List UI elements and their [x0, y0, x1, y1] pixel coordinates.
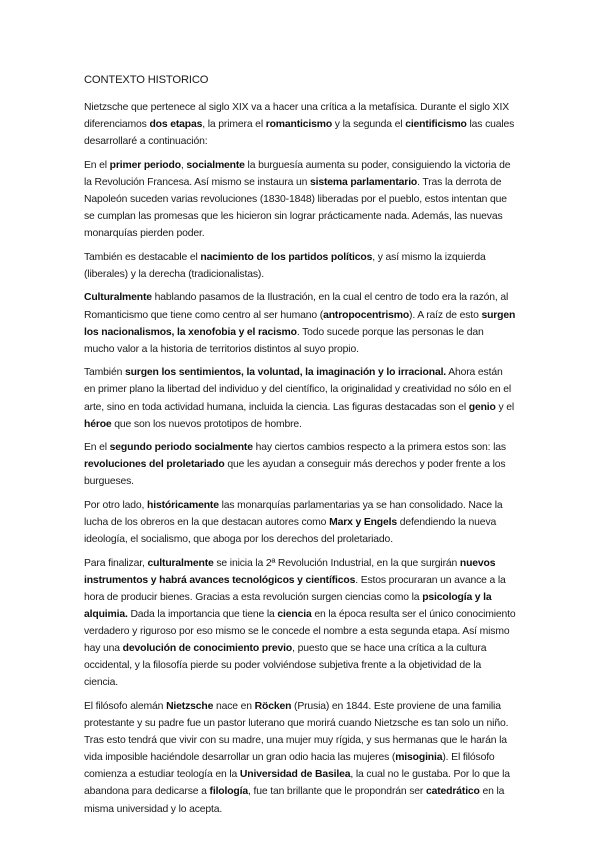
bold-text: psicología y la alquimia.: [84, 591, 492, 621]
text-run: las monarquías parlamentarias ya se han consolidado. Nace la lucha de los obreros en la que destacan autores como: [84, 499, 503, 529]
text-run: Dada la importancia que tiene la: [127, 609, 278, 621]
bold-text: nuevos instrumentos y habrá avances tecnológicos y científicos: [84, 557, 496, 586]
bold-text: Universidad de Basilea: [239, 769, 351, 781]
bold-text: sistema parlamentario: [309, 176, 418, 188]
bold-text: catedrático: [425, 786, 480, 798]
bold-text: históricamente: [147, 499, 219, 511]
bold-text: Culturalmente: [84, 292, 152, 304]
paragraph: [84, 157, 516, 242]
text-run: ). A raíz de esto: [409, 309, 482, 321]
bold-text: surgen los sentimientos, la voluntad, la imaginación y lo irracional.: [124, 367, 447, 379]
text-run: Para finalizar,: [84, 557, 148, 569]
text-run: se inicia la 2ª Revolución Industrial, en la que surgirán: [213, 557, 460, 569]
paragraph-list: [84, 99, 516, 818]
paragraph: [84, 555, 516, 692]
text-run: También: [84, 367, 125, 379]
text-run: nace en: [213, 701, 255, 712]
bold-text: socialmente: [186, 159, 245, 171]
bold-text: héroe: [84, 418, 112, 430]
text-run: , fue tan brillante que le propondrán ser: [248, 786, 426, 798]
text-run: ). El filósofo comienza a estudiar teología en la: [84, 752, 495, 781]
bold-text: devolución de conocimiento previo: [122, 643, 293, 655]
document-body: [84, 72, 516, 824]
bold-text: revoluciones del proletariado: [84, 459, 225, 471]
text-run: También es destacable el: [84, 251, 201, 263]
text-run: y la segunda el: [332, 119, 406, 131]
bold-text: misoginia: [395, 752, 443, 764]
text-run: (Prusia) en 1844. Este proviene de una familia protestante y su padre fue un pastor luterano que morirá cuando Nietzsche es tan solo un niño. Tras esto tendrá que vivir con su madre, una mujer muy rígida, y sus hermanas que le harán la vida imposible haciéndole desarrollar un gran odio hacia las mujeres (: [84, 701, 509, 764]
text-run: , puesto que se hace una crítica a la cultura occidental, y la filosofía pierde su poder volviéndose subjetiva frente a la objetividad de la ciencia.: [84, 643, 487, 689]
text-run: en la época resulta ser el único conocimiento verdadero y riguroso por eso mismo se le concede el nombre a esta segunda etapa. Así mismo hay una: [84, 609, 516, 655]
text-run: Ahora están en primer plano la libertad del individuo y del científico, la originalidad y creatividad no sólo en el arte, sino en toda actividad humana, incluida la ciencia. Las figuras destacadas son el: [84, 367, 511, 413]
bold-text: segundo periodo socialmente: [109, 442, 253, 454]
text-run: Nietzsche que pertenece al siglo XIX va a hacer una crítica a la metafísica. Durante el siglo XIX diferenciamos: [84, 102, 509, 131]
paragraph: [84, 289, 516, 357]
text-run: , la primera el: [202, 119, 266, 131]
text-run: y el: [495, 401, 515, 413]
bold-text: dos etapas: [149, 119, 203, 131]
text-run: que les ayudan a conseguir más derechos y poder frente a los burgueses.: [84, 459, 506, 488]
text-run: las cuales desarrollaré a continuación:: [84, 119, 515, 148]
text-run: la burguesía aumenta su poder, consiguiendo la victoria de la Revolución Francesa. Así mismo se instaura un: [84, 159, 511, 188]
bold-text: Nietzsche: [166, 701, 214, 712]
text-run: . Estos procuraran un avance a la hora de producir bienes. Gracias a esta revolución surgen ciencias como la: [84, 574, 506, 603]
text-run: . Todo sucede porque las personas le dan mucho valor a la historia de territorios distintos al suyo propio.: [84, 326, 484, 355]
bold-text: antropocentrismo: [323, 309, 410, 321]
bold-text: surgen los nacionalismos, la xenofobia y el racismo: [84, 309, 516, 338]
paragraph: [84, 497, 516, 548]
text-run: , y así mismo la izquierda (liberales) y la derecha (tradicionalistas).: [84, 251, 486, 280]
text-run: , la cual no le gustaba. Por lo que la abandona para dedicarse a: [84, 769, 510, 798]
bold-text: nacimiento de los partidos políticos: [200, 251, 373, 263]
text-run: Por otro lado,: [84, 499, 148, 511]
document-title: CONTEXTO HISTORICO: [84, 74, 209, 86]
text-run: hablando pasamos de la Ilustración, en la cual el centro de todo era la razón, al Romanticismo que tiene como centro al ser humano (: [84, 292, 509, 321]
bold-text: filología: [209, 786, 248, 798]
paragraph: [84, 364, 516, 432]
text-run: hay ciertos cambios respecto a la primera estos son: las: [252, 442, 506, 454]
bold-text: culturalmente: [147, 557, 214, 569]
paragraph: [84, 249, 516, 283]
paragraph: [84, 99, 516, 150]
text-run: . Tras la derrota de Napoleón suceden varias revoluciones (1830-1848) liberadas por el pueblo, estos intentan que se cumplan las promesas que les hicieron sin lograr prácticamente nada. Además, las nuevas monarquías pierden poder.: [84, 176, 507, 240]
text-run: El filósofo alemán: [84, 701, 167, 712]
text-run: que son los nuevos prototipos de hombre.: [111, 418, 302, 430]
bold-text: primer periodo: [109, 159, 181, 171]
bold-text: Röcken: [254, 701, 292, 712]
bold-text: cientificismo: [405, 119, 467, 131]
text-run: en la misma universidad y lo acepta.: [84, 786, 505, 815]
paragraph: [84, 698, 516, 818]
paragraph: [84, 439, 516, 490]
bold-text: genio: [468, 401, 496, 413]
text-run: En el: [84, 442, 110, 454]
bold-text: Marx y Engels: [329, 517, 397, 529]
text-run: ,: [180, 159, 187, 171]
bold-text: romanticismo: [265, 119, 333, 131]
bold-text: ciencia: [277, 609, 312, 621]
text-run: En el: [84, 159, 110, 171]
text-run: defendiendo la nueva ideología, el socialismo, que aboga por los derechos del proletariado.: [84, 517, 497, 546]
